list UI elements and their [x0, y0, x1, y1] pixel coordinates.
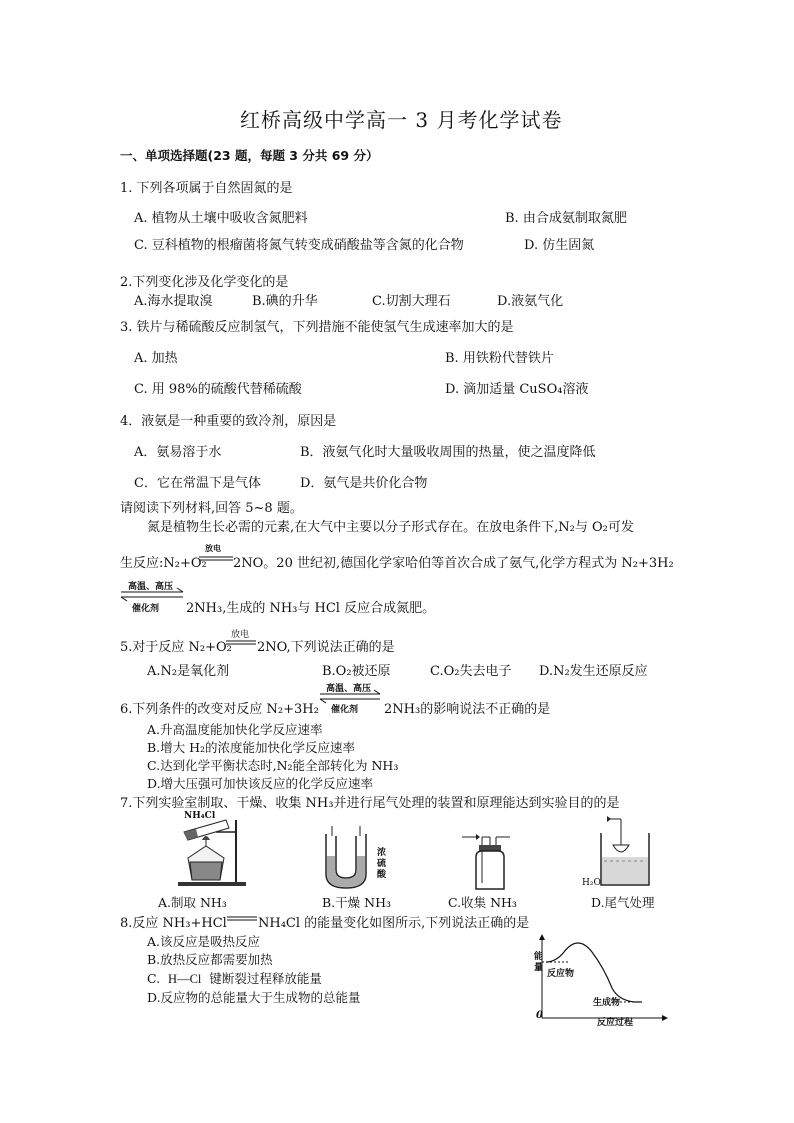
q3-option-a: A. 加热 [134, 351, 178, 366]
q1-option-b: B. 由合成氨制取氮肥 [505, 211, 627, 226]
energy-diagram [538, 934, 670, 1024]
origin-label: 0 [536, 1010, 543, 1021]
q8-option-a: A.该反应是吸热反应 [147, 934, 261, 949]
q4-option-b: B．液氨气化时大量吸收周围的热量，使之温度降低 [300, 445, 596, 460]
q8-option-b: B.放热反应都需要加热 [147, 952, 273, 967]
q5-equals-arrow [226, 640, 256, 646]
q5-discharge-condition: 放电 [231, 630, 250, 640]
q7-option-a: A.制取 NH₃ [158, 895, 227, 910]
water-label: H₂O [582, 878, 601, 888]
equals-arrow [199, 556, 233, 562]
q7-option-b: B.干燥 NH₃ [322, 895, 391, 910]
q2-option-c: C.切割大理石 [372, 294, 451, 309]
q5-option-c: C.O₂失去电子 [430, 664, 512, 679]
q8-option-c: C. H—Cl 键断裂过程释放能量 [147, 971, 322, 986]
discharge-condition: 放电 [205, 543, 221, 553]
q5-stem-a: 5.对于反应 N₂+O₂ [120, 640, 232, 655]
reaction-process-label: 反应过程 [597, 1018, 634, 1028]
product-label: 生成物 [593, 998, 621, 1008]
q7-stem: 7.下列实验室制取、干燥、收集 NH₃并进行尾气处理的装置和原理能达到实验目的的是 [120, 796, 620, 811]
energy-axis-label: 能 量 [534, 952, 544, 973]
q6-condition-top: 高温、高压 [326, 684, 372, 694]
q3-stem: 3. 铁片与稀硫酸反应制氢气，下列措施不能使氢气生成速率加大的是 [120, 320, 514, 335]
q6-stem-a: 6.下列条件的改变对反应 N₂+3H₂ [120, 702, 319, 717]
q1-option-d: D. 仿生固氮 [524, 238, 595, 253]
q6-stem-b: 2NH₃的影响说法不正确的是 [384, 702, 551, 717]
q4-option-d: D．氨气是共价化合物 [300, 476, 428, 491]
q2-option-d: D.液氨气化 [497, 294, 564, 309]
q3-option-c: C. 用 98%的硫酸代替稀硫酸 [134, 382, 302, 397]
material-line-3: 2NH₃,生成的 NH₃与 HCl 反应合成氮肥。 [186, 601, 436, 616]
section-heading: 一、单项选择题(23 题，每题 3 分共 69 分） [120, 148, 379, 163]
q5-option-b: B.O₂被还原 [322, 664, 391, 679]
condition-high-temp: 高温、高压 [128, 582, 174, 592]
q5-option-d: D.N₂发生还原反应 [539, 664, 648, 679]
q8-stem-b: NH₄Cl 的能量变化如图所示,下列说法正确的是 [258, 916, 530, 931]
q6-option-b: B.增大 H₂的浓度能加快化学反应速率 [147, 740, 356, 755]
conc-sulfuric-acid-label: 浓 硫 酸 [377, 848, 387, 880]
q1-option-c: C. 豆科植物的根瘤菌将氮气转变成硝酸盐等含氮的化合物 [134, 238, 464, 253]
q8-equals-arrow [227, 916, 257, 922]
q6-reversible-arrow [320, 693, 380, 701]
q8-stem-a: 8.反应 NH₃+HCl [120, 916, 227, 931]
q6-option-d: D.增大压强可加快该反应的化学反应速率 [147, 776, 374, 791]
q4-option-a: A．氨易溶于水 [134, 445, 222, 460]
apparatus-c-gas-bottle [462, 833, 522, 893]
q4-option-c: C．它在常温下是气体 [134, 476, 261, 491]
q7-option-d: D.尾气处理 [591, 895, 655, 910]
material-line-1: 氮是植物生长必需的元素,在大气中主要以分子形式存在。在放电条件下,N₂与 O₂可发 [147, 520, 634, 535]
q2-stem: 2.下列变化涉及化学变化的是 [120, 275, 289, 290]
q7-option-c: C.收集 NH₃ [448, 895, 517, 910]
q6-option-a: A.升高温度能加快化学反应速率 [147, 722, 323, 737]
q4-stem: 4．液氨是一种重要的致冷剂，原因是 [120, 414, 337, 429]
apparatus-d-absorption [595, 815, 659, 891]
q1-stem: 1. 下列各项属于自然固氮的是 [120, 181, 293, 196]
page-title: 红桥高级中学高一 3 月考化学试卷 [240, 108, 563, 132]
material-line-2a: 生反应:N₂+O₂ [120, 556, 207, 571]
apparatus-a-heating [176, 818, 256, 890]
material-intro: 请阅读下列材料,回答 5~8 题。 [120, 501, 303, 516]
condition-catalyst: 催化剂 [132, 604, 160, 614]
q3-option-d: D. 滴加适量 CuSO₄溶液 [445, 382, 589, 397]
reversible-arrow [121, 591, 183, 599]
q1-option-a: A. 植物从土壤中吸收含氮肥料 [134, 211, 308, 226]
q8-option-d: D.反应物的总能量大于生成物的总能量 [147, 990, 361, 1005]
q3-option-b: B. 用铁粉代替铁片 [445, 351, 554, 366]
q6-option-c: C.达到化学平衡状态时,N₂能全部转化为 NH₃ [147, 758, 399, 773]
q5-option-a: A.N₂是氧化剂 [147, 664, 230, 679]
q5-stem-b: 2NO,下列说法正确的是 [257, 640, 395, 655]
material-line-2b: 2NO。20 世纪初,德国化学家哈伯等首次合成了氨气,化学方程式为 N₂+3H₂ [233, 556, 674, 571]
ammonium-chloride-label: NH₄Cl [184, 811, 216, 821]
reactant-label: 反应物 [547, 969, 575, 979]
apparatus-b-u-tube [322, 826, 382, 892]
q6-condition-bottom: 催化剂 [331, 705, 359, 715]
q2-option-b: B.碘的升华 [252, 294, 318, 309]
q2-option-a: A.海水提取溴 [134, 294, 213, 309]
